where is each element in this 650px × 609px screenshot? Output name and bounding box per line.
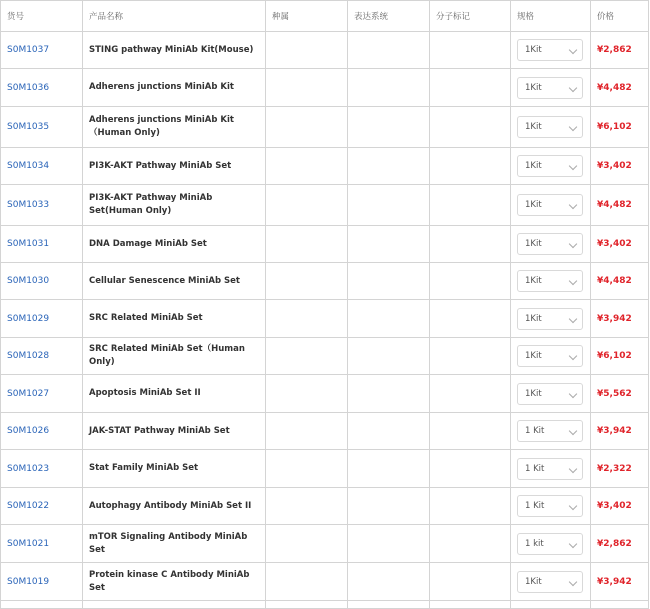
spec-cell <box>511 69 591 107</box>
species-cell <box>266 338 348 375</box>
spec-select[interactable] <box>517 345 583 367</box>
spec-cell <box>511 32 591 69</box>
spec-value: 1Kit <box>525 200 542 210</box>
product-code-link[interactable]: S0M1021 <box>7 538 50 549</box>
species-cell <box>266 375 348 413</box>
price-cell: ¥6,102 <box>591 338 649 375</box>
chevron-down-icon <box>569 389 577 397</box>
price-cell: ¥3,942 <box>591 413 649 450</box>
spec-select[interactable] <box>517 533 583 555</box>
table-row <box>1 601 649 609</box>
tag-cell <box>430 32 511 69</box>
chevron-down-icon <box>569 162 577 170</box>
spec-value: 1 kit <box>525 538 544 549</box>
code-cell <box>1 450 83 488</box>
spec-cell <box>511 148 591 185</box>
expression-cell <box>348 601 430 609</box>
tag-cell <box>430 338 511 375</box>
species-cell <box>266 263 348 300</box>
product-code-link[interactable]: S0M1034 <box>7 161 50 171</box>
product-name: Stat Family MiniAb Set <box>83 450 266 488</box>
species-cell <box>266 185 348 226</box>
species-cell <box>266 488 348 525</box>
price-cell: ¥2,862 <box>591 525 649 563</box>
product-name: JAK-STAT Pathway MiniAb Set <box>83 413 266 450</box>
price-cell: ¥3,402 <box>591 148 649 185</box>
price-cell: ¥2,322 <box>591 450 649 488</box>
tag-cell <box>430 148 511 185</box>
spec-select[interactable] <box>517 270 583 292</box>
table-row <box>1 263 649 300</box>
product-name: mTOR Signaling Antibody MiniAb Set <box>83 525 266 563</box>
price-cell: ¥3,942 <box>591 563 649 601</box>
table-row <box>1 375 649 413</box>
table-row <box>1 32 649 69</box>
tag-cell <box>430 601 511 609</box>
spec-cell <box>511 338 591 375</box>
product-code-link[interactable]: S0M1033 <box>7 200 50 210</box>
expression-cell <box>348 263 430 300</box>
code-cell <box>1 226 83 263</box>
code-cell <box>1 413 83 450</box>
tag-cell <box>430 525 511 563</box>
price-cell: ¥5,562 <box>591 375 649 413</box>
spec-select[interactable] <box>517 383 583 405</box>
table-row <box>1 338 649 375</box>
expression-cell <box>348 450 430 488</box>
expression-cell <box>348 148 430 185</box>
expression-cell <box>348 107 430 148</box>
tag-cell <box>430 450 511 488</box>
table-row <box>1 488 649 525</box>
species-cell <box>266 148 348 185</box>
spec-cell <box>511 185 591 226</box>
product-code-link[interactable]: S0M1023 <box>7 463 50 474</box>
code-cell <box>1 32 83 69</box>
tag-cell <box>430 185 511 226</box>
product-name: DNA Damage MiniAb Set <box>83 226 266 263</box>
spec-cell <box>511 375 591 413</box>
product-code-link[interactable]: S0M1028 <box>7 351 50 361</box>
expression-cell <box>348 32 430 69</box>
product-code-link[interactable]: S0M1019 <box>7 576 50 587</box>
chevron-down-icon <box>569 539 577 547</box>
spec-cell <box>511 488 591 525</box>
expression-cell <box>348 413 430 450</box>
product-name: SRC Related MiniAb Set（Human Only) <box>83 338 266 375</box>
product-name: Autophagy Antibody MiniAb Set II <box>83 488 266 525</box>
chevron-down-icon <box>569 46 577 54</box>
species-cell <box>266 563 348 601</box>
chevron-down-icon <box>569 240 577 248</box>
spec-select[interactable] <box>517 571 583 593</box>
tag-cell <box>430 69 511 107</box>
species-cell <box>266 107 348 148</box>
chevron-down-icon <box>569 502 577 510</box>
spec-value: 1Kit <box>525 276 542 286</box>
table-row <box>1 450 649 488</box>
code-cell <box>1 148 83 185</box>
code-cell <box>1 185 83 226</box>
spec-value: 1Kit <box>525 351 542 361</box>
header-species: 种属 <box>266 1 348 32</box>
spec-cell <box>511 450 591 488</box>
species-cell <box>266 32 348 69</box>
spec-select[interactable] <box>517 308 583 330</box>
chevron-down-icon <box>569 277 577 285</box>
header-tag: 分子标记 <box>430 1 511 32</box>
product-name: STING pathway MiniAb Kit(Mouse) <box>83 32 266 69</box>
spec-cell <box>511 107 591 148</box>
spec-select[interactable] <box>517 116 583 138</box>
product-name: Cellular Senescence MiniAb Set <box>83 263 266 300</box>
spec-cell <box>511 601 591 609</box>
tag-cell <box>430 300 511 338</box>
table-row <box>1 226 649 263</box>
product-name: Protein kinase C Antibody MiniAb Set <box>83 563 266 601</box>
product-code-link[interactable]: S0M1031 <box>7 239 50 249</box>
product-name: PI3K-AKT Pathway MiniAb Set(Human Only) <box>83 185 266 226</box>
price-cell: ¥3,402 <box>591 226 649 263</box>
header-expression: 表达系统 <box>348 1 430 32</box>
spec-value: 1 Kit <box>525 501 545 511</box>
price-cell: ¥6,102 <box>591 107 649 148</box>
product-code-link[interactable]: S0M1036 <box>7 82 50 93</box>
code-cell <box>1 488 83 525</box>
code-cell <box>1 525 83 563</box>
table-row <box>1 413 649 450</box>
spec-select[interactable] <box>517 495 583 517</box>
product-name: Adherens junctions MiniAb Kit （Human Only) <box>83 107 266 148</box>
table-row <box>1 185 649 226</box>
expression-cell <box>348 375 430 413</box>
species-cell <box>266 226 348 263</box>
chevron-down-icon <box>569 123 577 131</box>
chevron-down-icon <box>569 201 577 209</box>
chevron-down-icon <box>569 314 577 322</box>
spec-value: 1Kit <box>525 313 542 324</box>
product-name: Adherens junctions MiniAb Kit <box>83 69 266 107</box>
table-header-row <box>1 1 649 32</box>
spec-select[interactable] <box>517 458 583 480</box>
spec-select[interactable] <box>517 194 583 216</box>
spec-cell <box>511 226 591 263</box>
tag-cell <box>430 226 511 263</box>
spec-value: 1Kit <box>525 45 542 55</box>
expression-cell <box>348 563 430 601</box>
spec-value: 1Kit <box>525 82 542 93</box>
product-name: SRC Related MiniAb Set <box>83 300 266 338</box>
chevron-down-icon <box>569 83 577 91</box>
spec-select[interactable] <box>517 77 583 99</box>
product-code-link[interactable]: S0M1030 <box>7 276 50 286</box>
spec-cell <box>511 413 591 450</box>
expression-cell <box>348 185 430 226</box>
expression-cell <box>348 69 430 107</box>
spec-cell <box>511 300 591 338</box>
price-cell: ¥4,482 <box>591 69 649 107</box>
expression-cell <box>348 300 430 338</box>
price-cell: ¥4,482 <box>591 263 649 300</box>
product-code-link[interactable]: S0M1026 <box>7 426 50 436</box>
code-cell <box>1 300 83 338</box>
product-code-link[interactable]: S0M1037 <box>7 45 50 55</box>
expression-cell <box>348 338 430 375</box>
spec-value: 1Kit <box>525 122 542 132</box>
price-cell: ¥2,862 <box>591 32 649 69</box>
code-cell <box>1 601 83 609</box>
product-code-link[interactable]: S0M1029 <box>7 313 50 324</box>
code-cell <box>1 563 83 601</box>
spec-value: 1Kit <box>525 576 542 587</box>
spec-select[interactable] <box>517 233 583 255</box>
table-row <box>1 300 649 338</box>
product-name: PI3K-AKT Pathway MiniAb Set <box>83 148 266 185</box>
tag-cell <box>430 375 511 413</box>
code-cell <box>1 107 83 148</box>
tag-cell <box>430 413 511 450</box>
species-cell <box>266 601 348 609</box>
code-cell <box>1 375 83 413</box>
table-row <box>1 148 649 185</box>
chevron-down-icon <box>569 427 577 435</box>
spec-value: 1Kit <box>525 161 542 171</box>
expression-cell <box>348 525 430 563</box>
species-cell <box>266 450 348 488</box>
chevron-down-icon <box>569 464 577 472</box>
product-code-link[interactable]: S0M1035 <box>7 122 50 132</box>
table-row <box>1 525 649 563</box>
table-row <box>1 69 649 107</box>
price-cell: ¥3,402 <box>591 488 649 525</box>
product-name <box>83 601 266 609</box>
code-cell <box>1 69 83 107</box>
product-code-link[interactable]: S0M1022 <box>7 501 50 511</box>
tag-cell <box>430 563 511 601</box>
header-price: 价格 <box>591 1 649 32</box>
header-code: 货号 <box>1 1 83 32</box>
price-cell: ¥3,942 <box>591 300 649 338</box>
spec-select[interactable] <box>517 155 583 177</box>
chevron-down-icon <box>569 352 577 360</box>
spec-cell <box>511 263 591 300</box>
price-cell <box>591 601 649 609</box>
chevron-down-icon <box>569 577 577 585</box>
table-row <box>1 107 649 148</box>
header-spec: 规格 <box>511 1 591 32</box>
tag-cell <box>430 107 511 148</box>
price-cell: ¥4,482 <box>591 185 649 226</box>
spec-cell <box>511 563 591 601</box>
expression-cell <box>348 226 430 263</box>
spec-select[interactable] <box>517 39 583 61</box>
species-cell <box>266 413 348 450</box>
spec-value: 1Kit <box>525 239 542 249</box>
product-code-link[interactable]: S0M1027 <box>7 388 50 399</box>
code-cell <box>1 263 83 300</box>
spec-cell <box>511 525 591 563</box>
tag-cell <box>430 263 511 300</box>
product-name: Apoptosis MiniAb Set II <box>83 375 266 413</box>
spec-select[interactable] <box>517 420 583 442</box>
spec-value: 1 Kit <box>525 426 545 436</box>
species-cell <box>266 69 348 107</box>
table-row <box>1 563 649 601</box>
tag-cell <box>430 488 511 525</box>
header-name: 产品名称 <box>83 1 266 32</box>
spec-value: 1 Kit <box>525 463 545 474</box>
species-cell <box>266 300 348 338</box>
code-cell <box>1 338 83 375</box>
spec-value: 1Kit <box>525 388 542 399</box>
expression-cell <box>348 488 430 525</box>
species-cell <box>266 525 348 563</box>
